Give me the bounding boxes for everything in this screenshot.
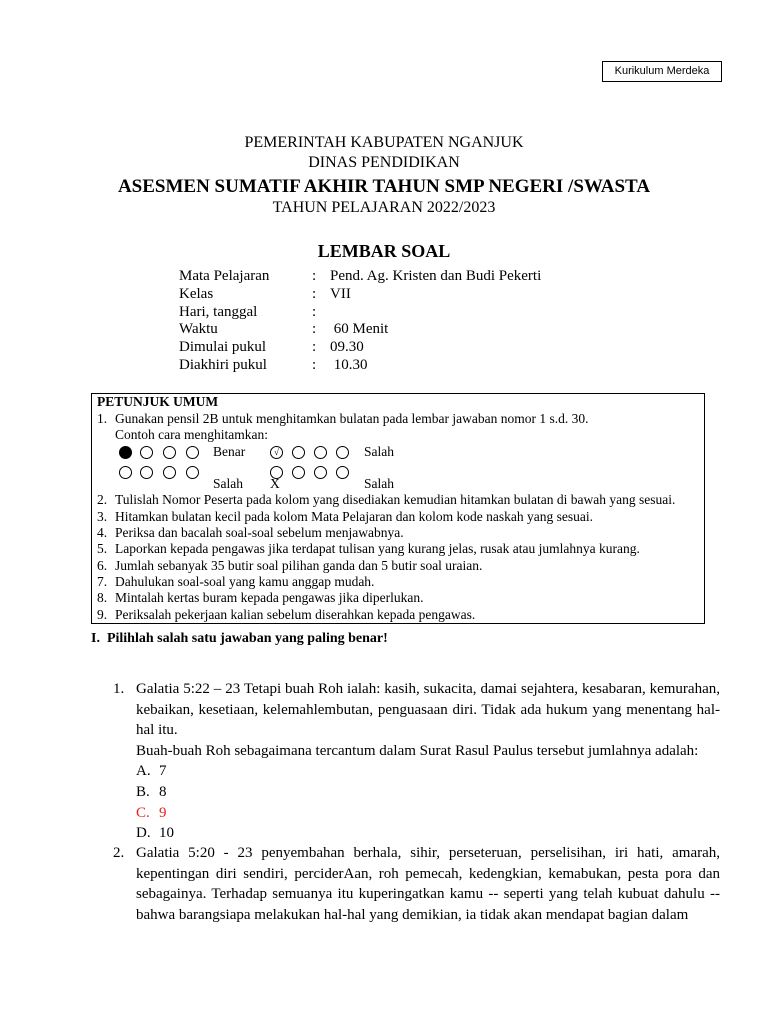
info-colon: : (312, 285, 317, 302)
instruction-item: 5. Laporkan kepada pengawas jika terdapat tulisan yang kurang jelas, rusak atau jumlahnya kurang. (97, 541, 640, 556)
instruction-item: 7. Dahulukan soal-soal yang kamu anggap mudah. (97, 574, 375, 589)
instruction-item: 6. Jumlah sebanyak 35 butir soal pilihan ganda dan 5 butir soal uraian. (97, 558, 483, 573)
option-c[interactable]: C. 9 (136, 804, 167, 821)
example-label: Contoh cara menghitamkan: (115, 427, 268, 442)
empty-bubble (140, 446, 153, 459)
label-wrong: Salah (364, 476, 394, 491)
info-value: VII (330, 285, 351, 302)
empty-bubble (314, 466, 327, 479)
empty-bubble (336, 466, 349, 479)
question-prompt: Buah-buah Roh sebagaimana tercantum dalam Surat Rasul Paulus tersebut jumlahnya adalah: (136, 742, 699, 759)
info-label: Diakhiri pukul (179, 356, 267, 373)
section-heading: I. Pilihlah salah satu jawaban yang paling benar! (91, 631, 388, 646)
question-text: Galatia 5:20 - 23 penyembahan berhala, sihir, perseteruan, perselisihan, iri hati, amarah, kepentingan diri sendiri, perciderAan, roh pemecah, kedengkian, kemabukan, pesta pora dan sebagainya. Terhadap semuanya itu kuperingatkan kamu -- seperti yang telah kubuat dahulu -- bahwa barangsiapa melakukan hal-hal yang demikian, ia tidak akan mendapat bagian dalam (136, 845, 720, 923)
info-label: Kelas (179, 285, 214, 302)
info-colon: : (312, 356, 317, 373)
empty-bubble (336, 446, 349, 459)
header-exam-title: ASESMEN SUMATIF AKHIR TAHUN SMP NEGERI /SWASTA (117, 176, 651, 197)
info-colon: : (312, 303, 317, 320)
checked-bubble: √ (270, 446, 283, 459)
label-correct: Benar (213, 444, 246, 459)
empty-bubble (186, 446, 199, 459)
label-wrong: Salah (213, 476, 243, 491)
info-colon: : (312, 268, 317, 284)
info-label: Waktu (179, 321, 218, 338)
instruction-item: 3. Hitamkan bulatan kecil pada kolom Mata Pelajaran dan kolom kode naskah yang sesuai. (97, 509, 593, 524)
info-colon: : (312, 321, 317, 338)
empty-bubble (163, 446, 176, 459)
x-mark: X (270, 476, 280, 491)
empty-bubble (140, 466, 153, 479)
empty-bubble (119, 466, 132, 479)
option-d[interactable]: D. 10 (136, 825, 174, 842)
question-text: Galatia 5:22 – 23 Tetapi buah Roh ialah: kasih, sukacita, damai sejahtera, kesabaran, kemurahan, kebaikan, kesetiaan, kelemahlembutan, penguasaan diri. Tidak ada hukum yang menentang hal-hal itu. (136, 681, 720, 739)
general-instructions (91, 393, 705, 624)
info-label: Hari, tanggal (179, 303, 258, 320)
instruction-item: 1. Gunakan pensil 2B untuk menghitamkan bulatan pada lembar jawaban nomor 1 s.d. 30. (97, 411, 589, 426)
question-2 (113, 843, 720, 925)
question-1 (113, 679, 720, 844)
info-colon: : (312, 339, 317, 356)
instruction-item: 9. Periksalah pekerjaan kalian sebelum diserahkan kepada pengawas. (97, 607, 476, 622)
header-department: DINAS PENDIDIKAN (308, 154, 460, 171)
instruction-item: 2. Tulislah Nomor Peserta pada kolom yang disediakan kemudian hitamkan bulatan di bawah yang sesuai. (97, 492, 676, 507)
info-label: Dimulai pukul (179, 339, 267, 356)
info-value: 60 Menit (330, 321, 389, 338)
instructions-title: PETUNJUK UMUM (97, 394, 219, 409)
instruction-item: 4. Periksa dan bacalah soal-soal sebelum menjawabnya. (97, 525, 404, 540)
info-value: 09.30 (330, 339, 364, 356)
instruction-item: 8. Mintalah kertas buram kepada pengawas jika diperlukan. (97, 590, 424, 605)
sheet-title: LEMBAR SOAL (317, 241, 451, 261)
empty-bubble (292, 446, 305, 459)
curriculum-badge: Kurikulum Merdeka (602, 61, 722, 82)
info-label: Mata Pelajaran (179, 268, 270, 284)
empty-bubble (292, 466, 305, 479)
option-a[interactable]: A. 7 (136, 763, 167, 780)
info-value: 10.30 (330, 356, 368, 373)
question-number: 1. (113, 681, 125, 697)
header-school-year: TAHUN PELAJARAN 2022/2023 (272, 199, 496, 216)
option-b[interactable]: B. 8 (136, 783, 167, 800)
label-wrong: Salah (364, 444, 394, 459)
info-value: Pend. Ag. Kristen dan Budi Pekerti (330, 268, 542, 284)
filled-bubble (119, 446, 132, 459)
header-government: PEMERINTAH KABUPATEN NGANJUK (244, 134, 524, 151)
empty-bubble (186, 466, 199, 479)
empty-bubble (163, 466, 176, 479)
empty-bubble (314, 446, 327, 459)
question-number: 2. (113, 845, 125, 861)
